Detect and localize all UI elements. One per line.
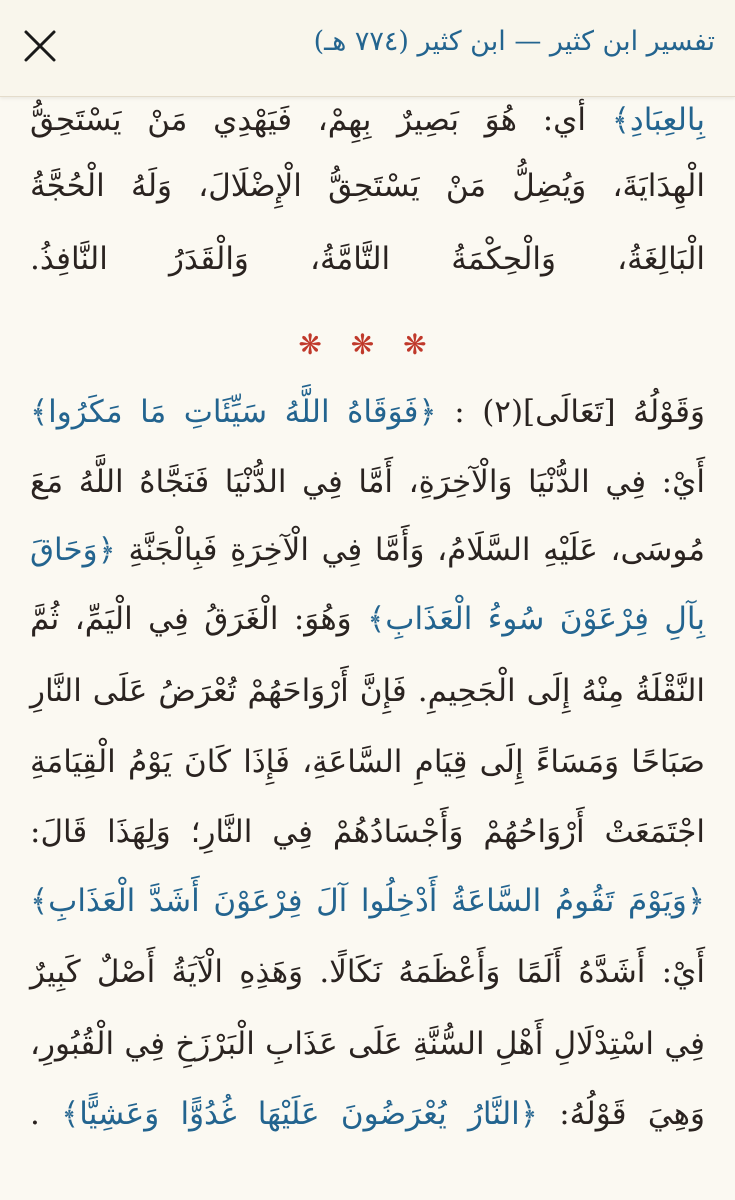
text-line: وَهِيَ قَوْلُهُ: ﴿النَّارُ يُعْرَضُونَ عَلَيْهَا غُدُوًّا وَعَشِيًّا﴾ .: [30, 1096, 705, 1132]
text-line: وَقَوْلُهُ [تَعَالَى](٢) : ﴿فَوَقَاهُ اللَّهُ سَيِّئَاتِ مَا مَكَرُوا﴾: [30, 394, 705, 430]
header-bar: [0, 0, 735, 97]
text-line: النَّقْلَةُ مِنْهُ إِلَى الْجَحِيمِ. فَإِنَّ أَرْوَاحَهُمْ تُعْرَضُ عَلَى النَّارِ: [30, 673, 705, 709]
text-line: فِي اسْتِدْلَالِ أَهْلِ السُّنَّةِ عَلَى عَذَابِ الْبَرْزَخِ فِي الْقُبُورِ،: [30, 1026, 705, 1062]
scroll-fade: [0, 1160, 735, 1200]
text-line: ﴿وَيَوْمَ تَقُومُ السَّاعَةُ أَدْخِلُوا آلَ فِرْعَوْنَ أَشَدَّ الْعَذَابِ﴾: [30, 883, 705, 919]
text-line: صَبَاحًا وَمَسَاءً إِلَى قِيَامِ السَّاعَةِ، فَإِذَا كَانَ يَوْمُ الْقِيَامَةِ: [30, 744, 705, 780]
text-line: الْبَالِغَةُ، وَالْحِكْمَةُ التَّامَّةُ، وَالْقَدَرُ النَّافِذُ.: [30, 241, 705, 277]
text-line: الْهِدَايَةَ، وَيُضِلُّ مَنْ يَسْتَحِقُّ الْإِضْلَالَ، وَلَهُ الْحُجَّةُ: [30, 168, 705, 204]
reading-pane[interactable]: [0, 96, 735, 1200]
text-line: أَيْ: أَشَدَّهُ أَلَمًا وَأَعْظَمَهُ نَكَالًا. وَهَذِهِ الْآيَةُ أَصْلٌ كَبِيرٌ: [30, 954, 705, 990]
text-line: اجْتَمَعَتْ أَرْوَاحُهُمْ وَأَجْسَادُهُمْ فِي النَّارِ؛ وَلِهَذَا قَالَ:: [30, 814, 705, 850]
close-icon: [23, 29, 57, 63]
section-separator: ❋ ❋ ❋: [298, 328, 437, 361]
text-line: بِالعِبَادِ﴾ أي: هُوَ بَصِيرٌ بِهِمْ، فَيَهْدِي مَنْ يَسْتَحِقُّ: [30, 102, 705, 138]
text-line: أَيْ: فِي الدُّنْيَا وَالْآخِرَةِ، أَمَّا فِي الدُّنْيَا فَنَجَّاهُ اللَّهُ مَعَ: [30, 464, 705, 500]
book-title: تفسير ابن كثير — ابن كثير (٧٧٤ هـ): [313, 26, 715, 57]
close-button[interactable]: [18, 24, 62, 68]
text-line: مُوسَى، عَلَيْهِ السَّلَامُ، وَأَمَّا فِي الْآخِرَةِ فَبِالْجَنَّةِ ﴿وَحَاقَ: [30, 532, 705, 568]
text-line: بِآلِ فِرْعَوْنَ سُوءُ الْعَذَابِ﴾ وَهُوَ: الْغَرَقُ فِي الْيَمِّ، ثُمَّ: [30, 601, 705, 637]
